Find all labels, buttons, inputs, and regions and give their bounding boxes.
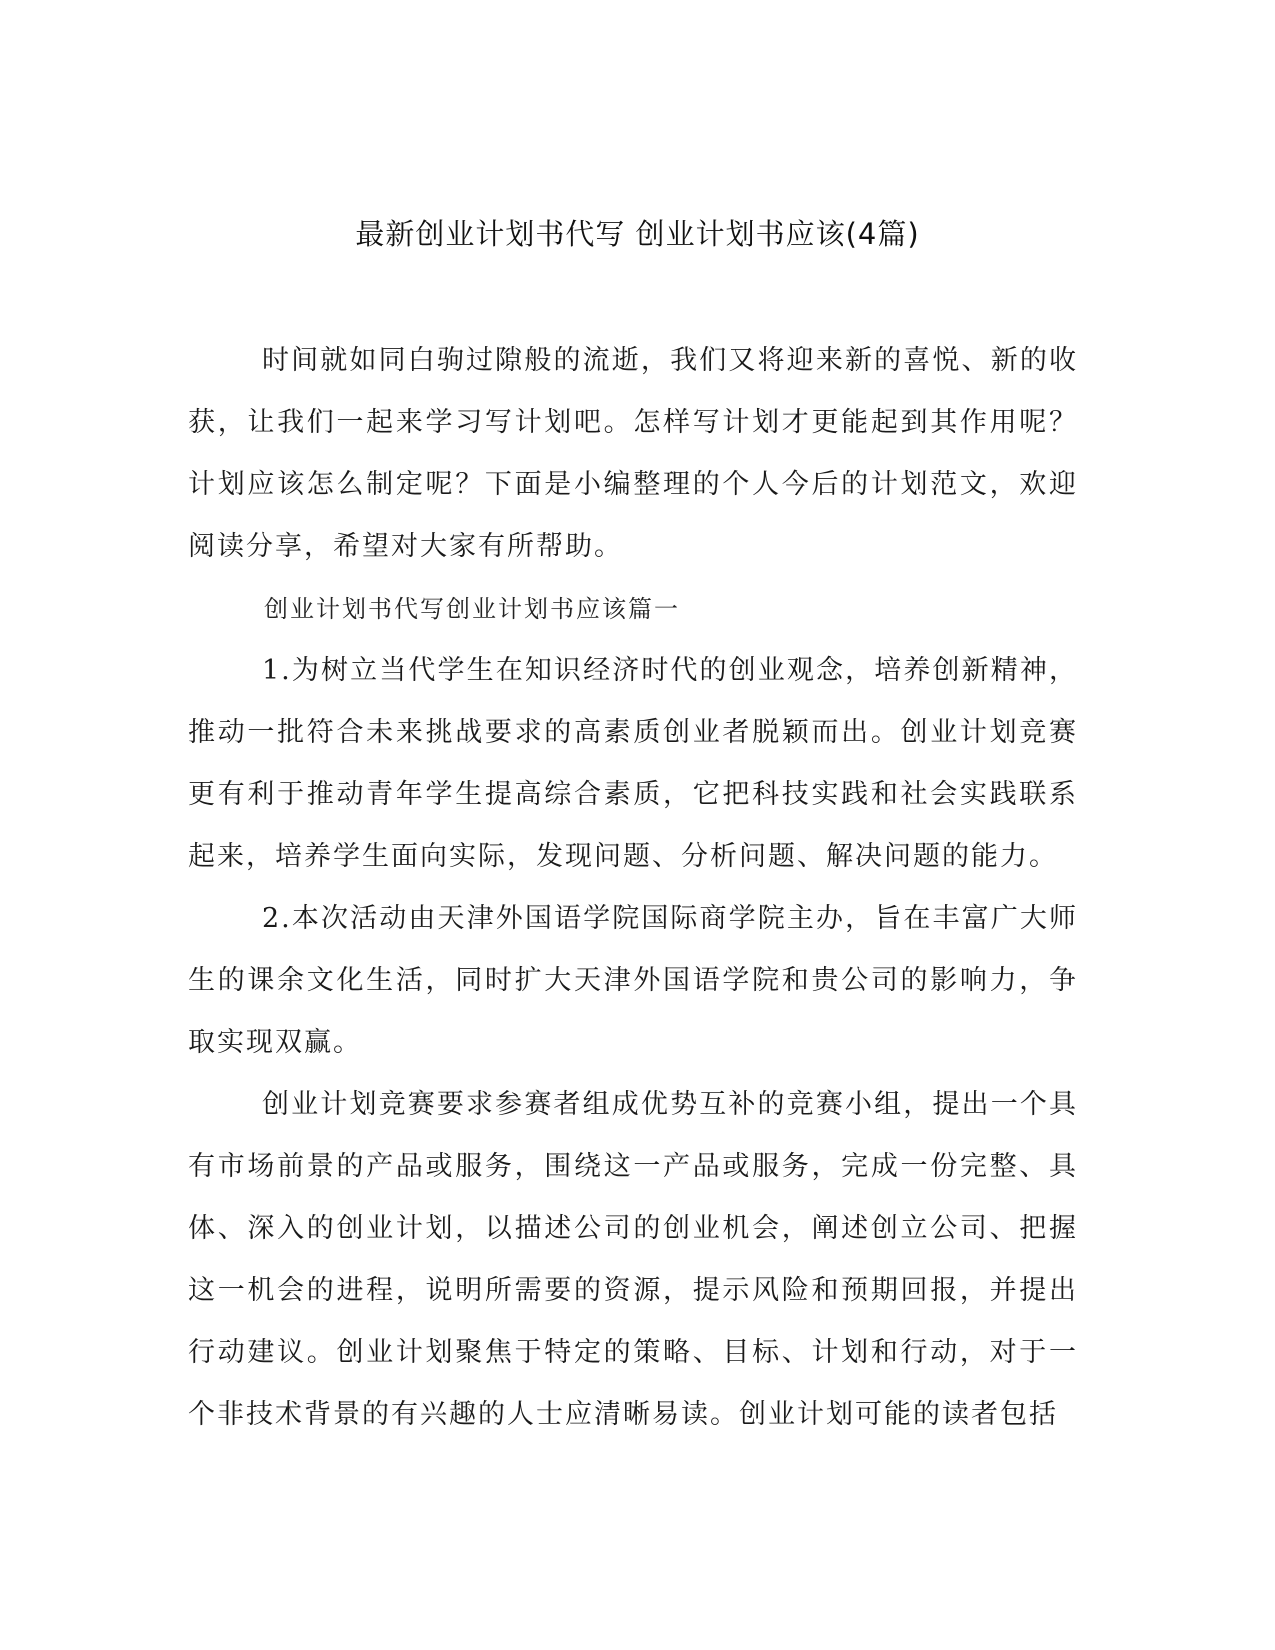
section-heading: 创业计划书代写创业计划书应该篇一 [264,595,680,623]
intro-paragraph: 时间就如同白驹过隙般的流逝，我们又将迎来新的喜悦、新的收获，让我们一起来学习写计划吧。怎样写计划才更能起到其作用呢？计划应该怎么制定呢？下面是小编整理的个人今后的计划范文，欢迎阅读分享，希望对大家有所帮助。 [188,345,1078,562]
body-paragraph: 2.本次活动由天津外国语学院国际商学院主办，旨在丰富广大师生的课余文化生活，同时扩大天津外国语学院和贵公司的影响力，争取实现双赢。 [188,903,1078,1058]
body-paragraph: 创业计划竞赛要求参赛者组成优势互补的竞赛小组，提出一个具有市场前景的产品或服务，围绕这一产品或服务，完成一份完整、具体、深入的创业计划，以描述公司的创业机会，阐述创立公司、把握这一机会的进程，说明所需要的资源，提示风险和预期回报，并提出行动建议。创业计划聚焦于特定的策略、目标、计划和行动，对于一个非技术背景的有兴趣的人士应清晰易读。创业计划可能的读者包括 [188,1089,1078,1430]
document-body [188,330,1078,1446]
document-title: 最新创业计划书代写 创业计划书应该(4篇) [355,217,920,251]
body-paragraph: 1.为树立当代学生在知识经济时代的创业观念，培养创新精神，推动一批符合未来挑战要求的高素质创业者脱颖而出。创业计划竞赛更有利于推动青年学生提高综合素质，它把科技实践和社会实践联系起来，培养学生面向实际，发现问题、分析问题、解决问题的能力。 [188,655,1078,872]
